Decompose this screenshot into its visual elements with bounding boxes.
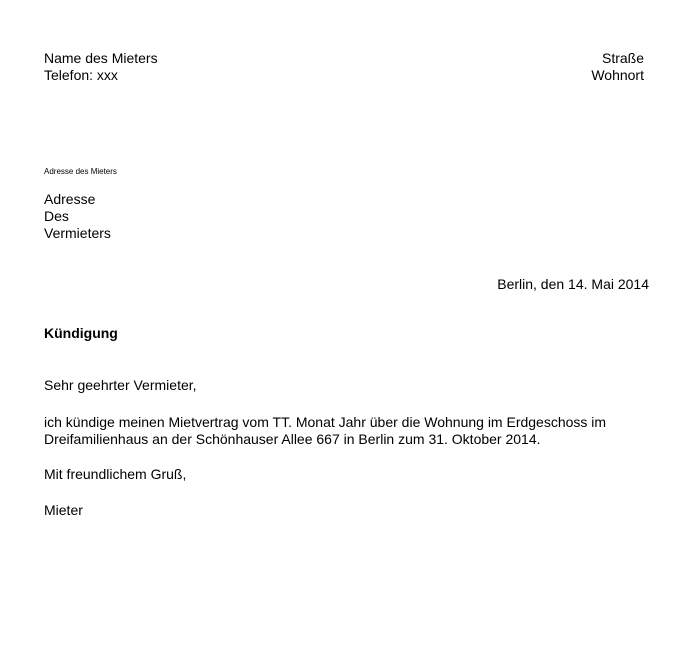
body-line: Dreifamilienhaus an der Schönhauser Allee 667 in Berlin zum 31. Oktober 2014. xyxy=(44,431,541,447)
sender-city: Wohnort xyxy=(591,67,644,83)
recipient-line: Vermieters xyxy=(44,225,111,241)
recipient-line: Des xyxy=(44,208,69,224)
body-line: ich kündige meinen Mietvertrag vom TT. Monat Jahr über die Wohnung im Erdgeschoss im xyxy=(44,414,607,430)
sender-phone: Telefon: xxx xyxy=(44,67,118,83)
closing: Mit freundlichem Gruß, xyxy=(44,466,187,482)
recipient-line: Adresse xyxy=(44,191,96,207)
sender-street: Straße xyxy=(601,50,644,66)
return-address-label: Adresse des Mieters xyxy=(44,167,117,176)
sender-block-left xyxy=(44,50,158,84)
sender-name: Name des Mieters xyxy=(44,50,158,66)
date-line: Berlin, den 14. Mai 2014 xyxy=(497,276,649,292)
letter-body xyxy=(44,414,606,448)
recipient-address xyxy=(44,191,111,242)
salutation: Sehr geehrter Vermieter, xyxy=(44,377,197,393)
signature: Mieter xyxy=(44,502,83,518)
subject: Kündigung xyxy=(44,325,118,341)
sender-block-right xyxy=(591,50,644,84)
